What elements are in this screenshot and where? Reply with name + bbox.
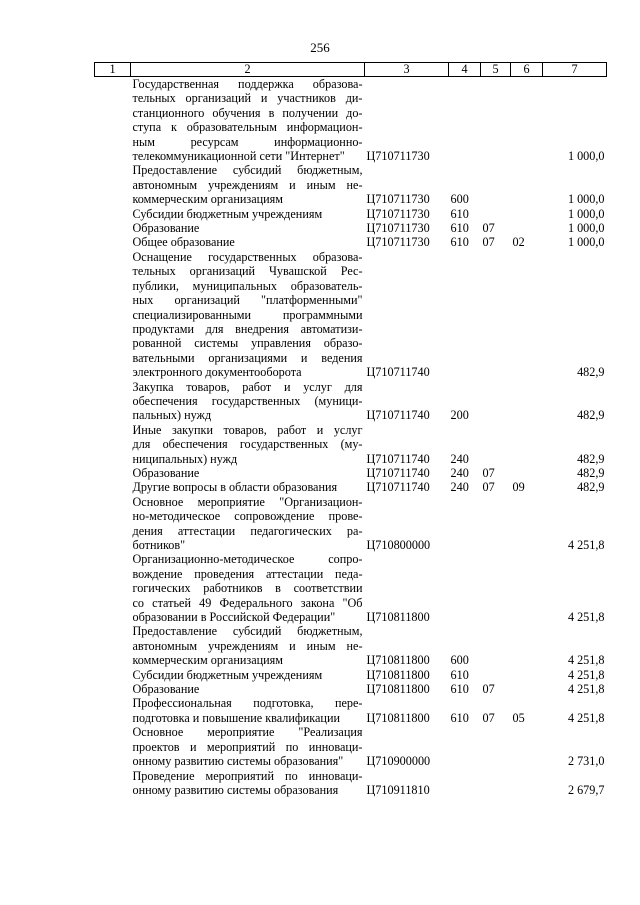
- table-row: [95, 380, 607, 423]
- row-index-cell: [95, 207, 131, 221]
- item-name-line: коммерческим организациям: [132, 192, 283, 207]
- table-row: [95, 668, 607, 682]
- table-row: [95, 725, 607, 768]
- item-name-line: ступа к образовательным информацион-: [132, 120, 363, 135]
- item-name-line: но-методическое сопровождение прове-: [132, 509, 363, 524]
- row-index-cell: [95, 423, 131, 466]
- item-name-line: образовании в Российской Федерации": [132, 610, 336, 625]
- subsection-cell: [511, 552, 543, 624]
- amount-cell: 482,9: [577, 451, 605, 466]
- table-body: [95, 77, 607, 798]
- item-name-cell: [131, 696, 365, 725]
- target-code-cell: Ц710711740: [366, 465, 430, 480]
- expense-type-cell: 240: [450, 465, 469, 480]
- table-row: [95, 480, 607, 494]
- expense-type-cell: 200: [450, 408, 469, 423]
- row-index-cell: [95, 380, 131, 423]
- table-row: [95, 423, 607, 466]
- table-row: [95, 769, 607, 798]
- item-name-line: подготовка и повышение квалификации: [132, 710, 340, 725]
- section-cell: 07: [482, 480, 495, 495]
- row-index-cell: [95, 495, 131, 553]
- item-name-line: проектов и мероприятий по инноваци-: [132, 739, 363, 754]
- item-name-line: Предоставление субсидий бюджетным,: [132, 624, 363, 639]
- item-name-line: публики, муниципальных образователь-: [132, 278, 363, 293]
- item-name-cell: [131, 423, 365, 466]
- expense-type-cell: 610: [450, 221, 469, 236]
- subsection-cell: [511, 466, 543, 480]
- target-code-cell: Ц710711740: [366, 365, 430, 380]
- expense-type-cell: [449, 552, 481, 624]
- section-cell: [481, 250, 511, 380]
- header-cell: 3: [365, 63, 449, 77]
- amount-cell: 1 000,0: [567, 192, 605, 207]
- amount-cell: 482,9: [577, 408, 605, 423]
- amount-cell: 4 251,8: [567, 653, 605, 668]
- item-name-line: ных организаций "платформенными": [132, 293, 363, 308]
- item-name-line: Образование: [132, 465, 200, 480]
- item-name-line: Основное мероприятие "Организацион-: [132, 494, 363, 509]
- table-row: [95, 77, 607, 164]
- amount-cell: 4 251,8: [567, 610, 605, 625]
- table-row: [95, 696, 607, 725]
- header-row: [95, 63, 607, 77]
- item-name-cell: [131, 480, 365, 494]
- item-name-cell: [131, 624, 365, 667]
- target-code-cell: Ц710900000: [366, 754, 431, 769]
- subsection-cell: [511, 207, 543, 221]
- item-name-cell: [131, 769, 365, 798]
- target-code-cell: Ц710811800: [366, 682, 430, 697]
- row-index-cell: [95, 466, 131, 480]
- amount-cell: 1 000,0: [567, 206, 605, 221]
- item-name-cell: [131, 552, 365, 624]
- section-cell: 07: [482, 221, 495, 236]
- table-row: [95, 221, 607, 235]
- amount-cell: 482,9: [577, 480, 605, 495]
- item-name-line: Общее образование: [132, 235, 235, 250]
- expense-type-cell: 240: [450, 451, 469, 466]
- subsection-cell: [511, 221, 543, 235]
- amount-cell: 4 251,8: [567, 667, 605, 682]
- subsection-cell: [511, 682, 543, 696]
- target-code-cell: Ц710811800: [366, 710, 430, 725]
- amount-cell: 4 251,8: [567, 710, 605, 725]
- section-cell: 07: [482, 235, 495, 250]
- expense-type-cell: 610: [450, 206, 469, 221]
- item-name-cell: [131, 725, 365, 768]
- target-code-cell: Ц710711730: [366, 192, 430, 207]
- item-name-line: онному развитию системы образования: [132, 782, 339, 797]
- item-name-cell: [131, 495, 365, 553]
- header-cell: 1: [95, 63, 131, 77]
- section-cell: [481, 163, 511, 206]
- amount-cell: 4 251,8: [567, 538, 605, 552]
- item-name-cell: [131, 235, 365, 249]
- item-name-cell: [131, 668, 365, 682]
- row-index-cell: [95, 769, 131, 798]
- amount-cell: 4 251,8: [567, 682, 605, 697]
- section-cell: 07: [482, 465, 495, 480]
- target-code-cell: Ц710811800: [366, 653, 430, 668]
- row-index-cell: [95, 221, 131, 235]
- item-name-cell: [131, 77, 365, 164]
- target-code-cell: Ц710800000: [366, 538, 431, 552]
- page-number: 256: [310, 40, 330, 55]
- target-code-cell: Ц710711740: [366, 451, 430, 466]
- amount-cell: 1 000,0: [567, 149, 605, 164]
- item-name-line: Иные закупки товаров, работ и услуг: [132, 422, 363, 437]
- item-name-line: Проведение мероприятий по инноваци-: [132, 768, 363, 783]
- item-name-line: Образование: [132, 221, 200, 236]
- item-name-line: Профессиональная подготовка, пере-: [132, 696, 363, 711]
- item-name-cell: [131, 380, 365, 423]
- subsection-cell: [511, 495, 543, 553]
- row-index-cell: [95, 668, 131, 682]
- amount-cell: 482,9: [577, 365, 605, 380]
- section-cell: [481, 495, 511, 553]
- item-name-cell: [131, 466, 365, 480]
- section-cell: [481, 725, 511, 768]
- expense-type-cell: 600: [450, 192, 469, 207]
- table-row: [95, 235, 607, 249]
- subsection-cell: [511, 250, 543, 380]
- item-name-line: вождение проведения аттестации педа-: [132, 566, 363, 581]
- row-index-cell: [95, 77, 131, 164]
- section-cell: [481, 423, 511, 466]
- section-cell: [481, 668, 511, 682]
- item-name-line: рованной системы управления образо-: [132, 336, 363, 351]
- table-row: [95, 163, 607, 206]
- item-name-line: автономным учреждениям и иным не-: [132, 638, 363, 653]
- amount-cell: 2 679,7: [567, 782, 605, 797]
- expense-type-cell: [449, 77, 481, 164]
- item-name-cell: [131, 207, 365, 221]
- header-cell: 5: [481, 63, 511, 77]
- section-cell: [481, 552, 511, 624]
- item-name-line: дения аттестации педагогических ра-: [132, 523, 363, 538]
- item-name-cell: [131, 682, 365, 696]
- item-name-line: тельных организаций и участников ди-: [132, 91, 363, 106]
- item-name-line: Субсидии бюджетным учреждениям: [132, 206, 323, 221]
- target-code-cell: Ц710711730: [366, 235, 430, 250]
- item-name-line: Образование: [132, 682, 200, 697]
- expense-type-cell: [449, 495, 481, 553]
- section-cell: [481, 769, 511, 798]
- item-name-line: обеспечения государственных (муници-: [132, 393, 363, 408]
- item-name-line: пальных) нужд: [132, 408, 212, 423]
- item-name-line: ниципальных) нужд: [132, 451, 238, 466]
- item-name-line: Оснащение государственных образова-: [132, 249, 363, 264]
- item-name-line: Предоставление субсидий бюджетным,: [132, 163, 363, 178]
- expense-type-cell: [449, 769, 481, 798]
- item-name-line: Субсидии бюджетным учреждениям: [132, 667, 323, 682]
- target-code-cell: Ц710711730: [366, 221, 430, 236]
- subsection-cell: 02: [512, 235, 525, 250]
- table-row: [95, 682, 607, 696]
- amount-cell: 1 000,0: [567, 221, 605, 236]
- table-row: [95, 466, 607, 480]
- row-index-cell: [95, 682, 131, 696]
- expense-type-cell: 240: [450, 480, 469, 495]
- expense-type-cell: 600: [450, 653, 469, 668]
- row-index-cell: [95, 725, 131, 768]
- header-cell: 4: [449, 63, 481, 77]
- item-name-cell: [131, 163, 365, 206]
- item-name-line: электронного документооборота: [132, 365, 302, 380]
- row-index-cell: [95, 552, 131, 624]
- section-cell: [481, 77, 511, 164]
- expense-type-cell: 610: [450, 710, 469, 725]
- subsection-cell: [511, 77, 543, 164]
- target-code-cell: Ц710711740: [366, 408, 430, 423]
- row-index-cell: [95, 163, 131, 206]
- budget-table: [94, 62, 607, 797]
- item-name-line: коммерческим организациям: [132, 653, 283, 668]
- item-name-line: Государственная поддержка образова-: [132, 77, 363, 91]
- row-index-cell: [95, 235, 131, 249]
- table-row: [95, 250, 607, 380]
- expense-type-cell: 610: [450, 667, 469, 682]
- item-name-line: ным ресурсам информационно-: [132, 134, 363, 149]
- row-index-cell: [95, 480, 131, 494]
- expense-type-cell: 610: [450, 682, 469, 697]
- target-code-cell: Ц710711740: [366, 480, 430, 495]
- subsection-cell: [511, 769, 543, 798]
- item-name-line: со статьей 49 Федерального закона "Об: [132, 595, 363, 610]
- subsection-cell: 05: [512, 710, 525, 725]
- subsection-cell: [511, 668, 543, 682]
- section-cell: [481, 624, 511, 667]
- row-index-cell: [95, 250, 131, 380]
- target-code-cell: Ц710711730: [366, 206, 430, 221]
- item-name-line: станционного обучения в получении до-: [132, 105, 363, 120]
- expense-type-cell: [449, 250, 481, 380]
- table-row: [95, 495, 607, 553]
- item-name-line: для обеспечения государственных (му-: [132, 437, 363, 452]
- subsection-cell: [511, 725, 543, 768]
- expense-type-cell: [449, 725, 481, 768]
- row-index-cell: [95, 624, 131, 667]
- item-name-line: Другие вопросы в области образования: [132, 480, 338, 495]
- item-name-line: вательными организациями и ведения: [132, 350, 363, 365]
- item-name-line: ботников": [132, 538, 186, 552]
- amount-cell: 2 731,0: [567, 754, 605, 769]
- header-cell: 7: [543, 63, 607, 77]
- subsection-cell: [511, 423, 543, 466]
- item-name-line: телекоммуникационной сети "Интернет": [132, 149, 345, 164]
- header-cell: 6: [511, 63, 543, 77]
- target-code-cell: Ц710711730: [366, 149, 430, 164]
- row-index-cell: [95, 696, 131, 725]
- section-cell: [481, 207, 511, 221]
- subsection-cell: [511, 624, 543, 667]
- table-row: [95, 207, 607, 221]
- target-code-cell: Ц710911810: [366, 782, 430, 797]
- table-row: [95, 552, 607, 624]
- section-cell: 07: [482, 710, 495, 725]
- item-name-line: гогических работников в соответствии: [132, 581, 363, 596]
- item-name-line: Организационно-методическое сопро-: [132, 552, 363, 567]
- amount-cell: 1 000,0: [567, 235, 605, 250]
- section-cell: 07: [482, 682, 495, 697]
- item-name-line: продуктами для внедрения автоматизи-: [132, 321, 363, 336]
- target-code-cell: Ц710811800: [366, 667, 430, 682]
- item-name-line: автономным учреждениям и иным не-: [132, 177, 363, 192]
- target-code-cell: Ц710811800: [366, 610, 430, 625]
- subsection-cell: [511, 380, 543, 423]
- subsection-cell: [511, 163, 543, 206]
- item-name-line: онному развитию системы образования": [132, 754, 344, 769]
- item-name-line: специализированными программными: [132, 307, 363, 322]
- amount-cell: 482,9: [577, 465, 605, 480]
- item-name-line: Закупка товаров, работ и услуг для: [132, 379, 363, 394]
- subsection-cell: 09: [512, 480, 525, 495]
- header-cell: 2: [131, 63, 365, 77]
- section-cell: [481, 380, 511, 423]
- expense-type-cell: 610: [450, 235, 469, 250]
- item-name-cell: [131, 221, 365, 235]
- table-row: [95, 624, 607, 667]
- item-name-line: Основное мероприятие "Реализация: [132, 725, 363, 740]
- item-name-line: тельных организаций Чувашской Рес-: [132, 264, 363, 279]
- item-name-cell: [131, 250, 365, 380]
